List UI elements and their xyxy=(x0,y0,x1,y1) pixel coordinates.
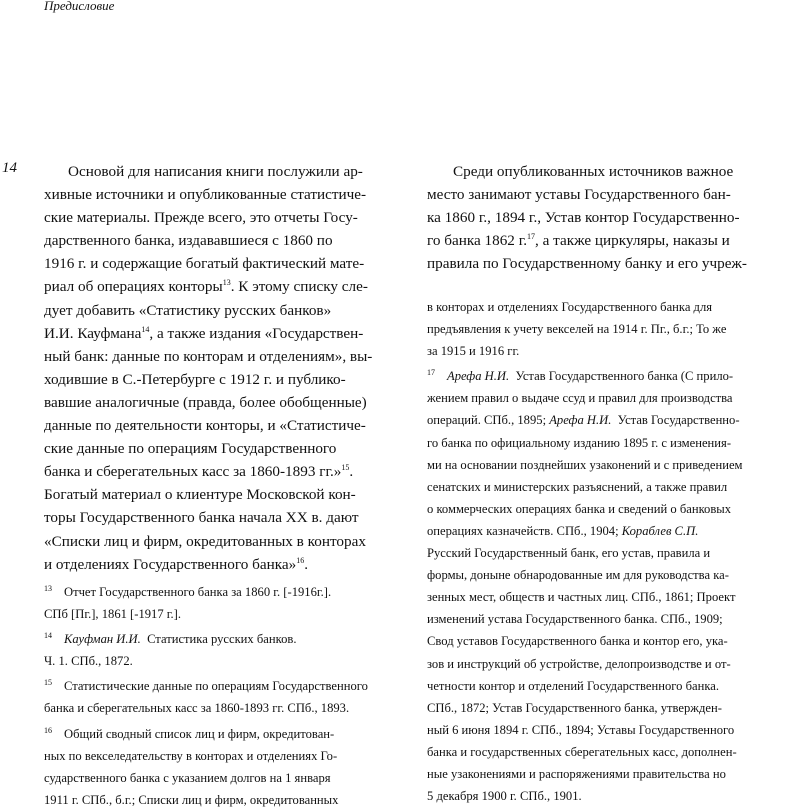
text-line: торы Государственного банка начала XX в. дают xyxy=(44,509,359,527)
footnote-text: Общий сводный список лиц и фирм, окредитован- xyxy=(64,726,335,741)
footnote-line: СПб [Пг.], 1861 [-1917 г.]. xyxy=(44,607,182,622)
footnote-text: операциях казначейств. СПб., 1904; xyxy=(427,523,619,538)
text-line: ские материалы. Прежде всего, это отчеты Госу- xyxy=(44,209,358,227)
footnote-line: формы, доныне обнародованные им для руководства ка- xyxy=(427,568,729,583)
text-fragment: И.И. Кауфмана xyxy=(44,324,142,342)
text-fragment: . xyxy=(349,463,354,481)
right-body-text xyxy=(427,160,787,275)
footnote-line: СПб., 1872; Устав Государственного банка, утвержден- xyxy=(427,700,722,715)
footnote-line: жением правил о выдаче ссуд и правил для производства xyxy=(427,391,733,406)
footnote-ref-15[interactable]: 15 xyxy=(341,463,350,473)
footnote-line: банка и государственных сберегательных касс, дополнен- xyxy=(427,744,737,759)
footnote-16 xyxy=(44,720,416,745)
footnote-line: изменений устава Государственного банка. СПб., 1909; xyxy=(427,612,723,627)
text-line xyxy=(44,553,416,576)
left-footnotes xyxy=(44,578,416,811)
footnote-line: Русский Государственный банк, его устав, правила и xyxy=(427,546,711,561)
page-number: 14 xyxy=(2,160,17,176)
footnote-line: го банка по официальному изданию 1895 г. с изменения- xyxy=(427,435,732,450)
text-fragment: , а также издания «Государствен- xyxy=(149,324,364,342)
footnote-ref-14[interactable]: 14 xyxy=(141,324,150,334)
footnote-line: ных по векселедательству в конторах и отделениях Го- xyxy=(44,748,338,763)
text-line: дует добавить «Статистику русских банков» xyxy=(44,301,332,319)
text-line: место занимают уставы Государственного бан- xyxy=(427,186,731,204)
footnote-ref-16[interactable]: 16 xyxy=(296,555,305,565)
footnote-author: Кораблев С.П. xyxy=(621,523,699,538)
text-line: ка 1860 г., 1894 г., Устав контор Государственно- xyxy=(427,209,740,227)
footnote-line: 1911 г. СПб., б.г.; Списки лиц и фирм, окредитованных xyxy=(44,792,339,807)
text-fragment: риал об операциях конторы xyxy=(44,278,223,296)
text-line: ходившие в С.-Петербурге с 1912 г. и публико- xyxy=(44,370,346,388)
footnote-13 xyxy=(44,578,416,603)
text-line: Среди опубликованных источников важное xyxy=(453,163,734,180)
text-line: вавшие аналогичные (правда, более обобщенные) xyxy=(44,393,367,411)
text-line: Основой для написания книги послужили ар- xyxy=(68,163,363,180)
footnote-text: Отчет Государственного банка за 1860 г. [-1916г.]. xyxy=(64,585,332,599)
footnote-author: Арефа Н.И. xyxy=(447,369,510,384)
footnote-label: 13 xyxy=(44,584,52,593)
footnote-line: сенатских и министерских разъяснений, а также правил xyxy=(427,479,728,494)
text-fragment: , а также циркуляры, наказы и xyxy=(535,232,730,250)
text-line xyxy=(44,460,416,483)
footnote-label: 15 xyxy=(44,678,52,688)
text-line xyxy=(427,229,787,252)
footnote-15 xyxy=(44,672,416,697)
text-line: хивные источники и опубликованные статистиче- xyxy=(44,186,367,204)
text-fragment: . К этому списку сле- xyxy=(230,278,368,296)
text-fragment: го банка 1862 г. xyxy=(427,232,528,250)
footnote-label: 14 xyxy=(44,631,52,641)
text-line: 1916 г. и содержащие богатый фактический мате- xyxy=(44,255,365,273)
footnote-text: Статистика русских банков. xyxy=(147,632,297,647)
footnote-line: о коммерческих операциях банка и сведений о банковых xyxy=(427,501,732,516)
left-body-text xyxy=(44,160,416,576)
footnote-ref-17[interactable]: 17 xyxy=(527,232,536,242)
footnote-14 xyxy=(44,625,416,650)
running-title: Предисловие xyxy=(44,0,115,13)
footnote-line: четности контор и отделений Государственного банка. xyxy=(427,678,719,693)
text-line xyxy=(44,275,416,298)
footnote-text: Статистические данные по операциям Государственного xyxy=(64,679,368,694)
footnote-text: операций. СПб., 1895; xyxy=(427,413,547,428)
footnote-line: зов и инструкций об устройстве, делопроизводстве и от- xyxy=(427,656,731,671)
footnote-line: 5 декабря 1900 г. СПб., 1901. xyxy=(427,789,582,804)
footnote-line: сударственного банка с указанием долгов на 1 января xyxy=(44,770,331,785)
footnote-line xyxy=(427,409,789,431)
footnote-line: за 1915 и 1916 гг. xyxy=(427,344,520,359)
text-line: дарственного банка, издававшиеся с 1860 по xyxy=(44,232,333,250)
footnote-line: Свод уставов Государственного банка и контор его, ука- xyxy=(427,634,728,649)
footnote-author: Арефа Н.И. xyxy=(549,413,612,428)
text-line: данные по деятельности конторы, и «Статистиче- xyxy=(44,417,366,435)
text-fragment: и отделениях Государственного банка» xyxy=(44,555,297,573)
text-fragment: . xyxy=(304,555,308,573)
text-line: ный банк: данные по конторам и отделениям», вы- xyxy=(44,347,373,365)
text-line: «Списки лиц и фирм, окредитованных в конторах xyxy=(44,532,366,550)
footnote-line xyxy=(427,520,789,542)
text-fragment: банка и сберегательных касс за 1860-1893 гг.» xyxy=(44,463,342,481)
footnote-line: Ч. 1. СПб., 1872. xyxy=(44,654,133,669)
text-line: правила по Государственному банку и его учреж- xyxy=(427,255,747,273)
text-line: ские данные по операциям Государственного xyxy=(44,440,337,458)
text-line xyxy=(44,322,416,345)
footnote-line: зенных мест, обществ и частных лиц. СПб., 1861; Проект xyxy=(427,590,736,605)
footnote-line: предъявления к учету векселей на 1914 г. Пг., б.г.; То же xyxy=(427,322,727,337)
text-line: Богатый материал о клиентуре Московской кон- xyxy=(44,486,356,504)
footnote-ref-13[interactable]: 13 xyxy=(222,278,231,288)
footnote-line: банка и сберегательных касс за 1860-1893 гг. СПб., 1893. xyxy=(44,701,350,716)
footnote-text: Устав Государственно- xyxy=(617,413,740,428)
footnote-label: 16 xyxy=(44,725,52,735)
right-footnotes xyxy=(427,296,789,807)
footnote-line: в конторах и отделениях Государственного банка для xyxy=(427,300,713,314)
footnote-17 xyxy=(427,362,789,387)
footnote-line: ми на основании позднейших узаконений и с приведением xyxy=(427,457,743,472)
footnote-line: ные узаконениями и распоряжениями правительства но xyxy=(427,766,726,781)
footnote-line: ный 6 июня 1894 г. СПб., 1894; Уставы Государственного xyxy=(427,722,735,737)
footnote-label: 17 xyxy=(427,368,435,378)
footnote-text: Устав Государственного банка (С прило- xyxy=(515,369,734,384)
footnote-author: Кауфман И.И. xyxy=(64,632,141,647)
